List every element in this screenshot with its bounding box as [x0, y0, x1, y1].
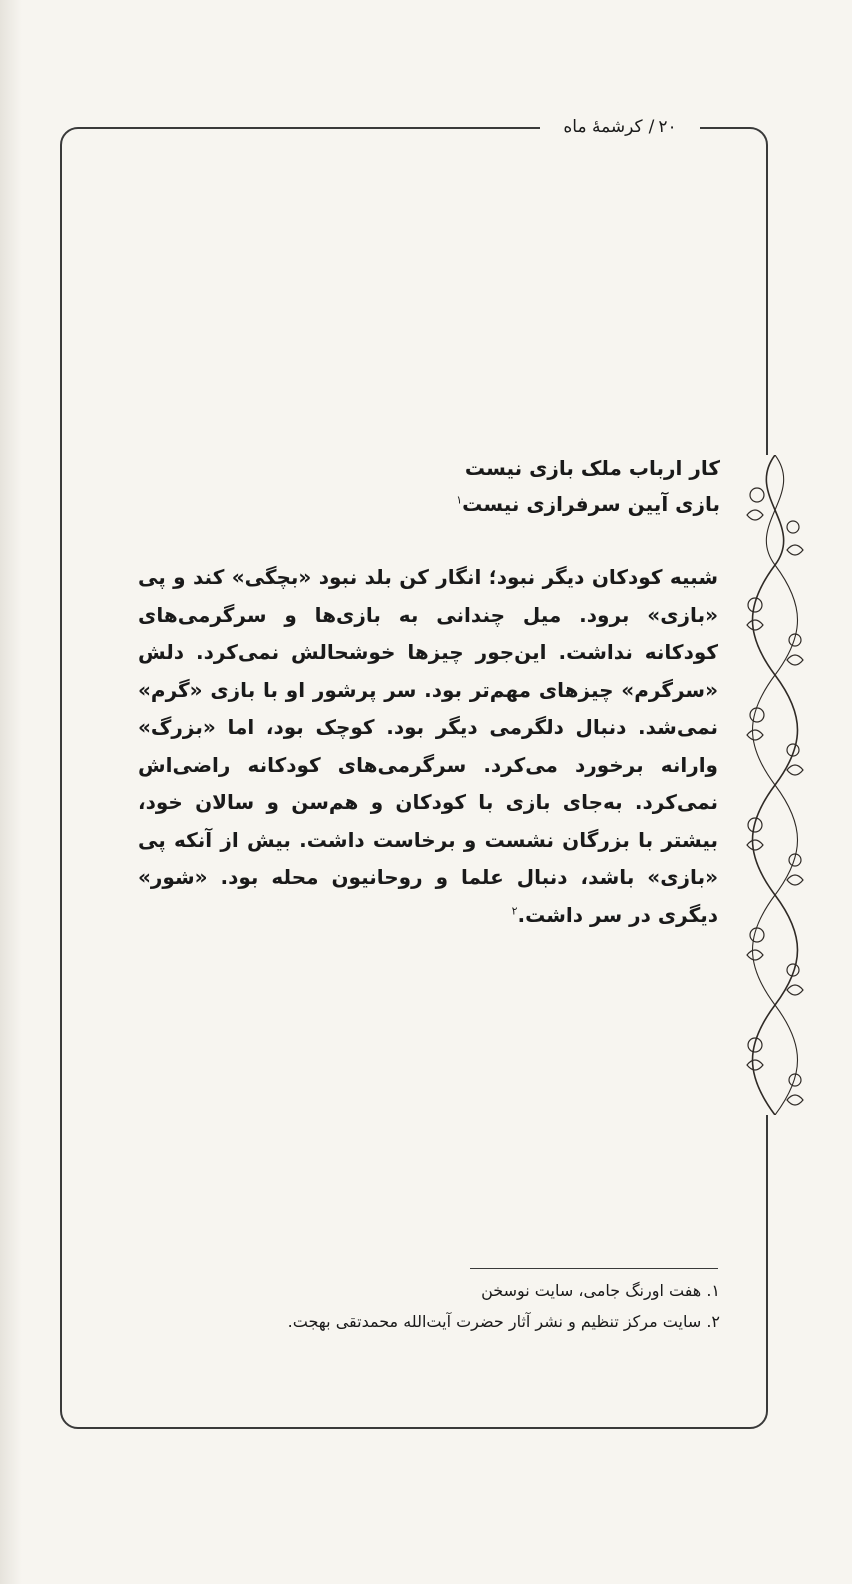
footnote-ref-2: ۲	[511, 903, 518, 917]
footnote-ref-1: ۱	[456, 493, 463, 507]
running-header	[540, 113, 700, 141]
footnote-2: ۲. سایت مرکز تنظیم و نشر آثار حضرت آیت‌الله محمدتقی بهجت.	[287, 1312, 720, 1331]
book-title: کرشمهٔ ماه	[563, 117, 643, 137]
footnote-divider	[470, 1268, 718, 1269]
page-number: ۲۰	[658, 117, 677, 137]
poem-line-2-text: بازی آیین سرفرازی نیست	[462, 492, 720, 516]
page-edge-shadow	[0, 0, 22, 1584]
floral-vine-icon	[735, 455, 815, 1115]
header-separator: /	[648, 117, 655, 137]
floral-border-ornament	[735, 455, 815, 1115]
footnote-1: ۱. هفت اورنگ جامی، سایت نوسخن	[481, 1281, 720, 1300]
poem-line-2	[456, 486, 720, 522]
poem-line-1: کار ارباب ملک بازی نیست	[464, 456, 720, 480]
footnotes	[288, 1275, 720, 1337]
body-paragraph-text: شبیه کودکان دیگر نبود؛ انگار کن بلد نبود «بچگی» کند و پی «بازی» برود. میل چندانی به بازی‌ها و سرگرمی‌های کودکانه نداشت. این‌جور چیزها خوشحالش نمی‌کرد. دلش «سرگرم» چیزهای مهم‌تر بود. سر پرشور او با بازی «گرم» نمی‌شد. دنبال دلگرمی دیگر بود. کوچک بود، اما «بزرگ» وارانه برخورد می‌کرد. سرگرمی‌های کودکانه راضی‌اش نمی‌کرد. به‌جای بازی با کودکان و هم‌سن و سالان خود، بیشتر با بزرگان نشست و برخاست داشت. بیش از آنکه پی «بازی» باشد، دنبال علما و روحانیون محله بود. «شور» دیگری در سر داشت.	[138, 565, 718, 927]
body-paragraph	[138, 559, 718, 934]
poem-verse	[456, 450, 720, 522]
